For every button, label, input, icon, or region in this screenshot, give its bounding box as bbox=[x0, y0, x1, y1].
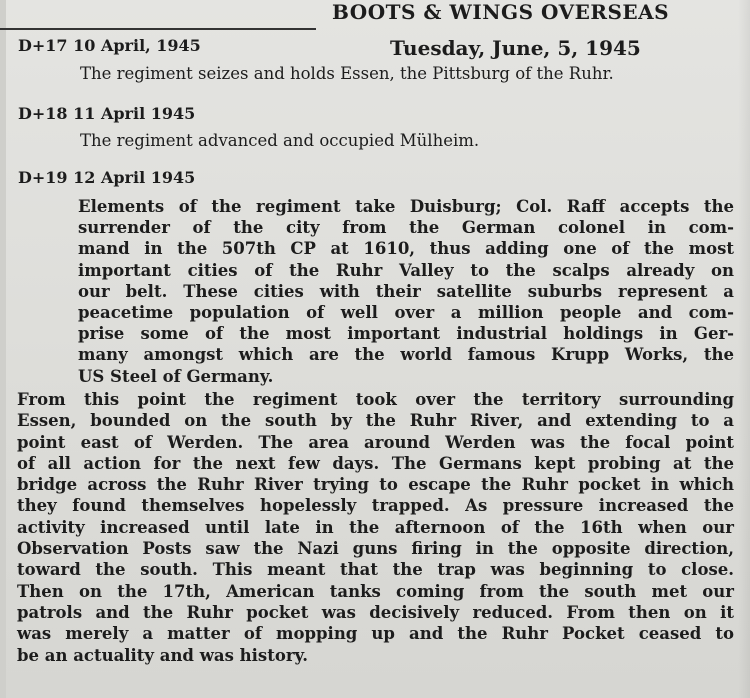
paragraph-line: Then on the 17th, American tanks coming from the south met our bbox=[17, 581, 734, 601]
entry-text-d17: The regiment seizes and holds Essen, the Pittsburg of the Ruhr. bbox=[80, 64, 614, 83]
paragraph-line: US Steel of Germany. bbox=[78, 366, 274, 386]
paper-edge-right bbox=[738, 0, 750, 698]
paragraph-line: Elements of the regiment take Duisburg; Col. Raff accepts the bbox=[78, 197, 734, 216]
paragraph-line: peacetime population of well over a million people and com- bbox=[78, 303, 734, 323]
paragraph-line: be an actuality and was history. bbox=[17, 645, 308, 665]
paragraph-line: important cities of the Ruhr Valley to the scalps already on bbox=[78, 260, 734, 280]
entry-heading-d18: D+18 11 April 1945 bbox=[18, 104, 196, 123]
paragraph-line: our belt. These cities with their satellite suburbs represent a bbox=[78, 281, 734, 301]
paragraph-line: they found themselves hopelessly trapped. As pressure increased the bbox=[17, 496, 734, 516]
paragraph-line: Observation Posts saw the Nazi guns firing in the opposite direction, bbox=[17, 539, 734, 559]
paragraph-line: of all action for the next few days. The Germans kept probing at the bbox=[17, 453, 734, 473]
paragraph-line: From this point the regiment took over the territory surrounding bbox=[17, 390, 734, 409]
paragraph-line: surrender of the city from the German colonel in com- bbox=[78, 218, 734, 238]
paragraph-line: mand in the 507th CP at 1610, thus adding one of the most bbox=[78, 239, 734, 259]
issue-date: Tuesday, June, 5, 1945 bbox=[390, 36, 641, 60]
entry-text-d18: The regiment advanced and occupied Mülheim. bbox=[80, 131, 480, 150]
closing-paragraph bbox=[17, 389, 734, 666]
header-rule bbox=[0, 28, 316, 30]
entry-heading-d19: D+19 12 April 1945 bbox=[18, 168, 196, 187]
masthead-title: BOOTS & WINGS OVERSEAS bbox=[332, 0, 670, 24]
paragraph-line: bridge across the Ruhr River trying to escape the Ruhr pocket in which bbox=[17, 475, 734, 495]
paper-edge-left bbox=[0, 0, 6, 698]
paragraph-line: was merely a matter of mopping up and the Ruhr Pocket ceased to bbox=[17, 624, 734, 644]
entry-paragraph-d19 bbox=[78, 196, 734, 387]
paragraph-line: activity increased until late in the afternoon of the 16th when our bbox=[17, 517, 734, 537]
paragraph-line: toward the south. This meant that the trap was beginning to close. bbox=[17, 560, 734, 580]
entry-heading-d17: D+17 10 April, 1945 bbox=[18, 36, 201, 55]
paragraph-line: patrols and the Ruhr pocket was decisively reduced. From then on it bbox=[17, 602, 734, 622]
paragraph-line: many amongst which are the world famous Krupp Works, the bbox=[78, 345, 734, 365]
paragraph-line: Essen, bounded on the south by the Ruhr River, and extending to a bbox=[17, 411, 734, 431]
paragraph-line: prise some of the most important industrial holdings in Ger- bbox=[78, 324, 734, 344]
paragraph-line: point east of Werden. The area around Werden was the focal point bbox=[17, 432, 734, 452]
